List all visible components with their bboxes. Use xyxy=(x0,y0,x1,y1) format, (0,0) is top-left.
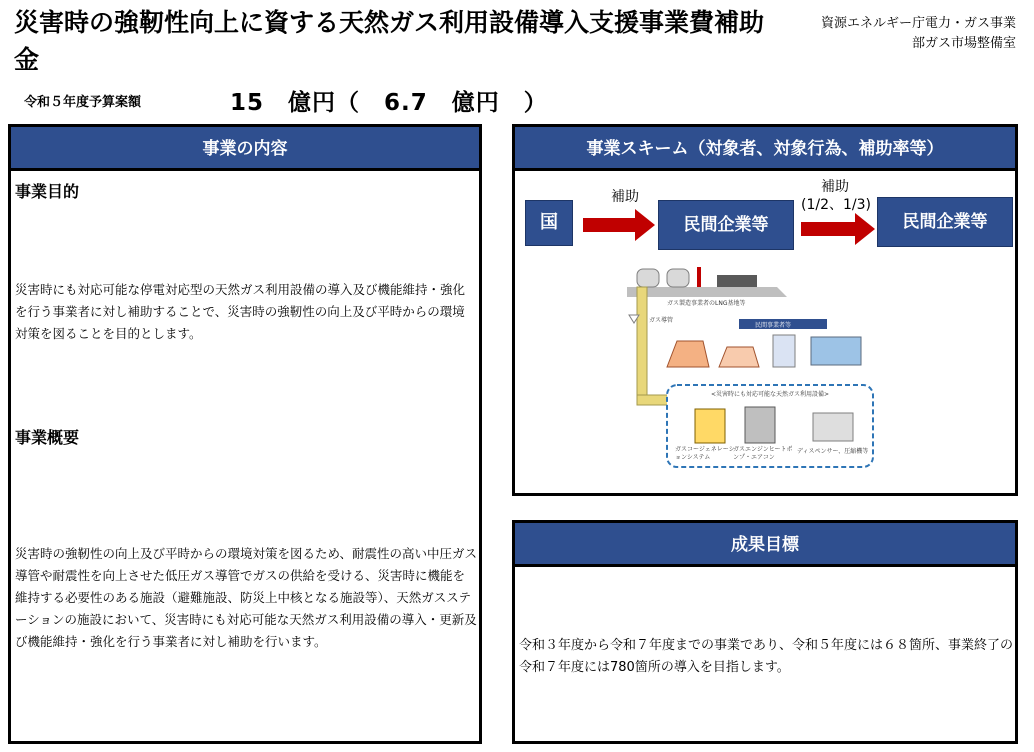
goal-text: 令和３年度から令和７年度までの事業であり、令和５年度には６８箇所、事業終了の令和７年度には780箇所の導入を目指します。 xyxy=(519,638,1014,675)
content-panel xyxy=(8,124,482,744)
company-box-1: 民間企業等 xyxy=(658,200,794,250)
arrow1-label: 補助 xyxy=(611,189,639,205)
lng-supply-diagram xyxy=(627,263,887,473)
purpose-title: 事業目的 xyxy=(15,182,80,201)
page-title: 災害時の強靭性向上に資する天然ガス利用設備導入支援事業費補助金 xyxy=(14,8,765,74)
private-label: 民間事業者等 xyxy=(755,322,792,329)
content-panel-heading: 事業の内容 xyxy=(11,127,479,171)
goal-panel-heading: 成果目標 xyxy=(515,523,1015,567)
arrow2-label: 補助 xyxy=(821,179,849,195)
budget-value: 15 億円（ 6.7 億円 ） xyxy=(230,90,548,116)
country-box: 国 xyxy=(525,200,573,246)
overview-text: 災害時の強靭性の向上及び平時からの環境対策を図るため、耐震性の高い中圧ガス導管や耐震性を向上させた低圧ガス導管でガスの供給を受ける、災害時に機能を維持する必要性のある施設（避難施設、防災上中核となる施設等）、天然ガスステーションの施設において、災害時にも対応可能な天然ガス利用設備の導入・更新及び機能維持・強化を行う事業者に対し補助を行います。 xyxy=(15,546,478,649)
company-box-2: 民間企業等 xyxy=(877,197,1013,247)
arrow2-rate: (1/2、1/3) xyxy=(801,197,871,213)
department-line-1: 資源エネルギー庁電力・ガス事業 xyxy=(820,16,1016,31)
arrow1 xyxy=(583,209,655,241)
purpose-text: 災害時にも対応可能な停電対応型の天然ガス利用設備の導入及び機能維持・強化を行う事業者に対し補助することで、災害時の強靭性の向上及び平時からの環境対策を図ることを目的とします。 xyxy=(15,282,466,341)
equipment-1-label: ガスコージェネレーションシステム xyxy=(675,446,735,461)
department xyxy=(821,14,1016,54)
goal-panel xyxy=(512,520,1018,744)
equipment-3-label: ディスペンサー、圧縮機等 xyxy=(797,448,869,455)
scheme-illustration xyxy=(627,263,887,473)
pipe-label: ガス導管 xyxy=(649,317,674,324)
scheme-panel xyxy=(512,124,1018,496)
overview-title: 事業概要 xyxy=(15,428,80,447)
budget-label: 令和５年度予算案額 xyxy=(24,95,142,110)
scheme-panel-heading: 事業スキーム（対象者、対象行為、補助率等） xyxy=(515,127,1015,171)
lng-label: ガス製造事業者のLNG基地等 xyxy=(667,300,746,307)
equipment-2-label: ガスエンジンヒートポンプ・エアコン xyxy=(733,446,793,461)
equipment-label: <災害時にも対応可能な天然ガス利用設備> xyxy=(711,391,830,398)
arrow2 xyxy=(801,213,875,245)
department-line-2: 部ガス市場整備室 xyxy=(911,36,1016,51)
